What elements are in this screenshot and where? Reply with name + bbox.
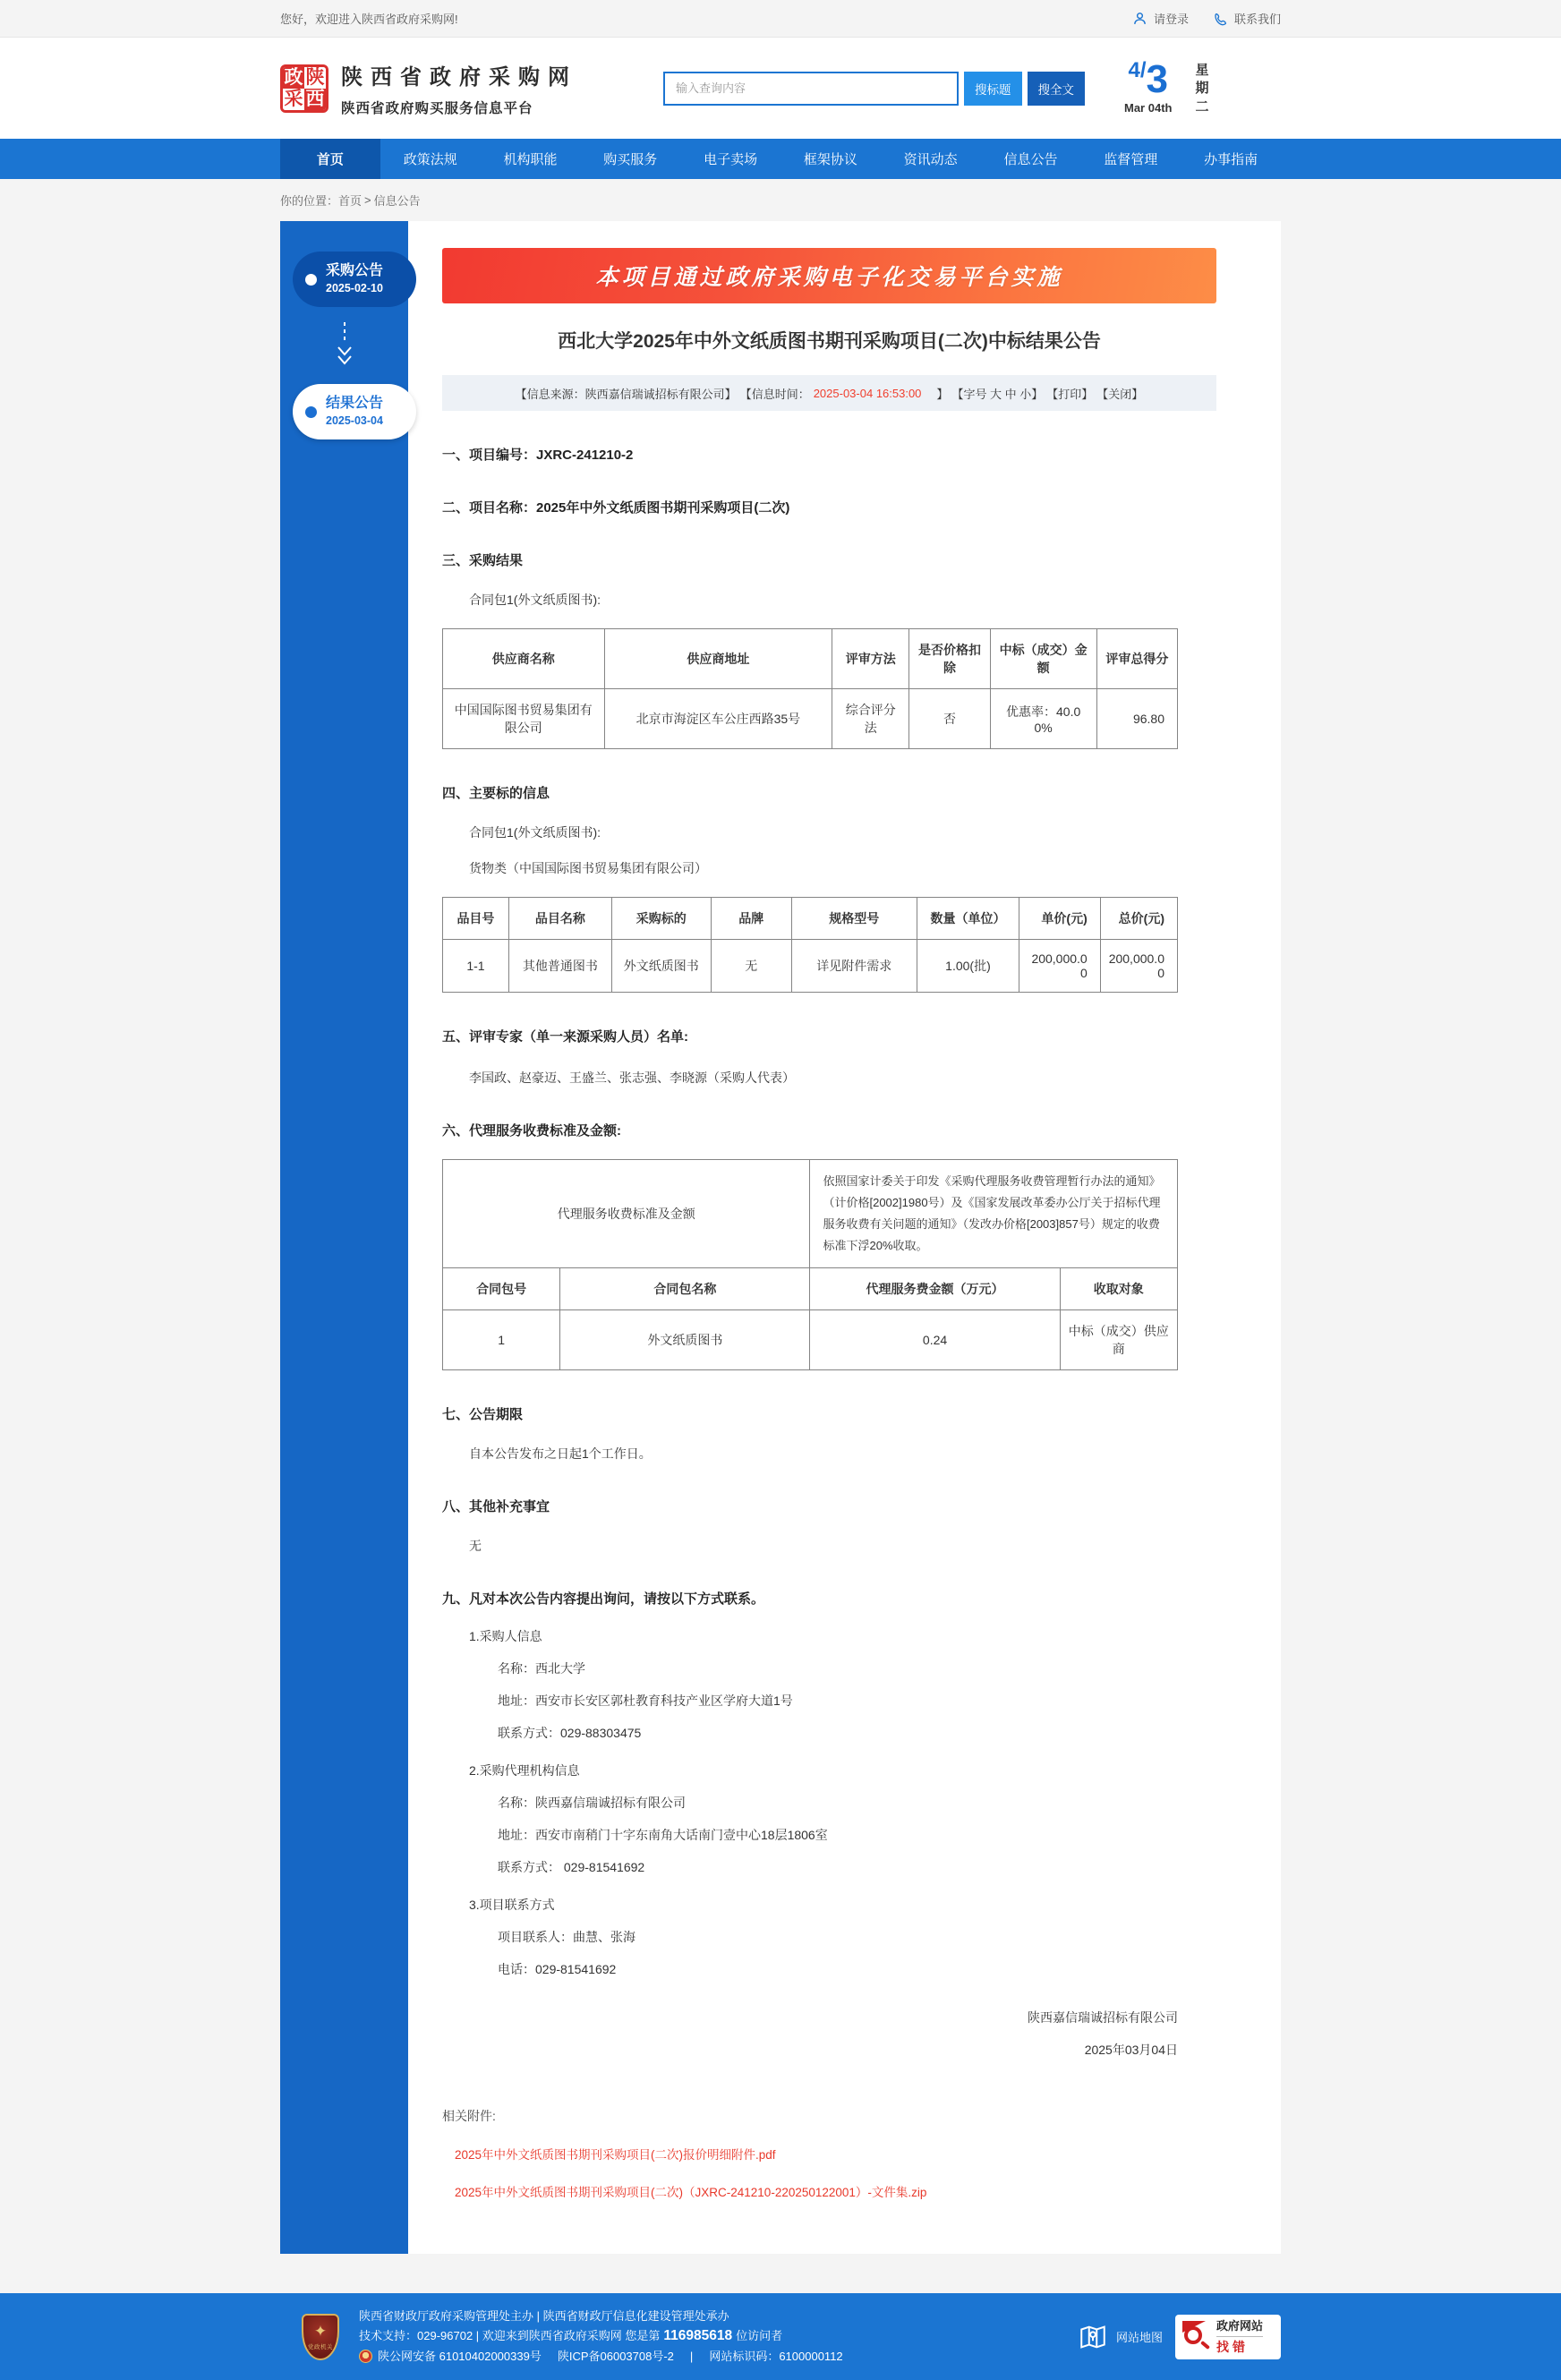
col-total-price: 总价(元) [1100, 898, 1177, 940]
project-contact-tel: 电话：029-81541692 [498, 1962, 617, 1977]
icp-number[interactable]: 陕ICP备06003708号-2 [557, 2349, 674, 2363]
nav-item-guide[interactable]: 办事指南 [1204, 152, 1258, 167]
article-meta-bar [442, 375, 1216, 411]
col-spec-model: 规格型号 [791, 898, 917, 940]
purchaser-address: 地址：西安市长安区郭杜教育科技产业区学府大道1号 [498, 1693, 793, 1709]
agency-info-title: 2.采购代理机构信息 [469, 1763, 580, 1779]
contract-package-note-2: 合同包1(外文纸质图书): [469, 825, 601, 840]
login-label: 请登录 [1153, 13, 1189, 26]
purchaser-info [442, 1627, 1216, 1742]
cell-fee-policy-text: 依照国家计委关于印发《采购代理服务收费管理暂行办法的通知》（计价格[2002]1980号）及《国家发展改革委办公厅关于招标代理服务收费有关问题的通知》（发改办价格[2003]857号）规定的收费标准下浮20%收取。 [810, 1160, 1178, 1268]
footer-line-organizer: 陕西省财政厅政府采购管理处主办 | 陕西省财政厅信息化建设管理处承办 [359, 2309, 729, 2324]
search-fulltext-button[interactable]: 搜全文 [1028, 72, 1086, 106]
table-header-row [443, 629, 1178, 689]
content-band [0, 221, 1561, 2293]
col-supplier-name: 供应商名称 [443, 629, 605, 689]
agency-fee-table [442, 1159, 1178, 1370]
sidebar-item-label: 采购公告 [326, 263, 384, 279]
map-icon [1078, 2322, 1108, 2352]
sidebar-item-label: 结果公告 [326, 396, 384, 412]
platform-banner [442, 248, 1216, 303]
section-2-heading: 二、项目名称：2025年中外文纸质图书期刊采购项目(二次) [442, 500, 790, 516]
beian-number[interactable]: 陕公网安备 61010402000339号 [378, 2349, 542, 2363]
expert-names: 李国政、赵豪迈、王盛兰、张志强、李晓源（采购人代表） [469, 1071, 795, 1085]
procurement-result-table [442, 628, 1178, 749]
col-review-method: 评审方法 [832, 629, 909, 689]
col-quantity: 数量（单位） [917, 898, 1019, 940]
site-logo [280, 64, 328, 113]
cell-package-name: 外文纸质图书 [560, 1310, 810, 1370]
breadcrumb-separator: > [364, 193, 371, 207]
project-contact-person: 项目联系人：曲慧、张海 [498, 1930, 635, 1945]
goods-category-note: 货物类（中国国际图书贸易集团有限公司） [469, 861, 707, 875]
cell-agency-fee: 0.24 [810, 1310, 1060, 1370]
cell-review-method: 综合评分法 [832, 689, 909, 749]
error-badge-line1: 政府网站 [1216, 2318, 1264, 2333]
contract-package-note: 合同包1(外文纸质图书): [469, 593, 601, 607]
attachments-title: 相关附件: [442, 2109, 496, 2124]
section-1-heading: 一、项目编号：JXRC-241210-2 [442, 448, 634, 463]
cell-procurement-subject: 外文纸质图书 [611, 940, 711, 993]
attachment-link-pdf[interactable]: 2025年中外文纸质图书期刊采购项目(二次)报价明细附件.pdf [455, 2148, 776, 2162]
site-footer [0, 2293, 1561, 2380]
signature-company: 陕西嘉信瑞诚招标有限公司 [1028, 2010, 1178, 2026]
table-row [443, 1160, 1178, 1268]
table-row [443, 940, 1178, 993]
purchaser-tel: 联系方式：029-88303475 [498, 1726, 642, 1741]
cell-price-deduction: 否 [909, 689, 990, 749]
logo-char-br: 西 [305, 89, 325, 109]
search-title-button[interactable]: 搜标题 [964, 72, 1022, 106]
nav-item-home[interactable]: 首页 [280, 139, 380, 179]
section-7-heading: 七、公告期限 [442, 1407, 524, 1423]
table-header-row [443, 898, 1178, 940]
cell-item-no: 1-1 [443, 940, 509, 993]
logo-char-tl: 政 [284, 67, 303, 88]
cell-item-name: 其他普通图书 [508, 940, 611, 993]
project-contact-title: 3.项目联系方式 [469, 1898, 555, 1913]
sitemap-link[interactable] [1078, 2322, 1163, 2352]
section-4-heading: 四、主要标的信息 [442, 786, 550, 801]
col-brand: 品牌 [711, 898, 791, 940]
table-row [443, 1310, 1178, 1370]
meta-fontsize-control[interactable]: 【字号 大 中 小】 [951, 387, 1044, 401]
article-panel [408, 221, 1281, 2254]
cell-supplier-name: 中国国际图书贸易集团有限公司 [443, 689, 605, 749]
signature-date: 2025年03月04日 [1084, 2043, 1178, 2058]
meta-close-button[interactable]: 【关闭】 [1096, 387, 1144, 401]
banner-text: 本项目通过政府采购电子化交易平台实施 [595, 265, 1063, 290]
cell-spec-model: 详见附件需求 [791, 940, 917, 993]
col-package-name: 合同包名称 [560, 1268, 810, 1310]
date-english: Mar 04th [1124, 101, 1173, 115]
col-fee-payer: 收取对象 [1060, 1268, 1177, 1310]
sidebar-item-procurement-notice[interactable] [293, 252, 416, 307]
main-nav [0, 139, 1561, 179]
table-header-row [443, 1268, 1178, 1310]
site-header [0, 38, 1561, 139]
subject-matter-table [442, 897, 1178, 993]
timeline-sidebar [280, 221, 408, 2254]
section-6-heading: 六、代理服务收费标准及金额: [442, 1123, 621, 1139]
top-bar [0, 0, 1561, 38]
cell-award-amount: 优惠率：40.00% [990, 689, 1096, 749]
cell-quantity: 1.00(批) [917, 940, 1019, 993]
col-package-no: 合同包号 [443, 1268, 560, 1310]
cell-total-score: 96.80 [1096, 689, 1177, 749]
col-price-deduction: 是否价格扣除 [909, 629, 990, 689]
col-procurement-subject: 采购标的 [611, 898, 711, 940]
sidebar-item-date: 2025-02-10 [326, 282, 383, 295]
nav-item-purchase-services[interactable]: 购买服务 [603, 152, 658, 167]
article-title: 西北大学2025年中外文纸质图书期刊采购项目(二次)中标结果公告 [558, 331, 1101, 352]
purchaser-name: 名称：西北大学 [498, 1661, 585, 1676]
nav-item-policies[interactable]: 政策法规 [403, 152, 457, 167]
table-row [443, 689, 1178, 749]
col-item-no: 品目号 [443, 898, 509, 940]
col-item-name: 品目名称 [508, 898, 611, 940]
breadcrumb-home-link[interactable]: 首页 [338, 194, 363, 208]
project-contact-info [442, 1896, 1216, 1978]
agency-info [442, 1762, 1216, 1876]
col-unit-price: 单价(元) [1019, 898, 1100, 940]
footer-line-support: 技术支持：029-96702 | 欢迎来到陕西省政府采购网 您是第 116985618 位访问者 [359, 2327, 783, 2343]
col-agency-fee: 代理服务费金额（万元） [810, 1268, 1060, 1310]
breadcrumb-band [0, 179, 1561, 221]
section-9-heading: 九、凡对本次公告内容提出询问，请按以下方式联系。 [442, 1591, 765, 1608]
col-total-score: 评审总得分 [1096, 629, 1177, 689]
section-5-heading: 五、评审专家（单一来源采购人员）名单: [442, 1029, 688, 1045]
agency-name: 名称：陕西嘉信瑞诚招标有限公司 [498, 1796, 686, 1811]
col-award-amount: 中标（成交）金额 [990, 629, 1096, 689]
breadcrumb [280, 179, 1281, 221]
section-8-heading: 八、其他补充事宜 [442, 1499, 550, 1515]
cell-unit-price: 200,000.00 [1019, 940, 1100, 993]
date-widget [1124, 57, 1209, 116]
breadcrumb-prefix: 你的位置： [280, 194, 339, 208]
cell-package-no: 1 [443, 1310, 560, 1370]
meta-print-button[interactable]: 【打印】 [1046, 387, 1094, 401]
meta-time-suffix: 】 [925, 387, 949, 401]
nav-item-framework[interactable]: 框架协议 [803, 152, 857, 167]
user-icon [1132, 11, 1147, 26]
sidebar-item-result-notice[interactable] [293, 384, 416, 439]
date-month: 4/ [1128, 58, 1147, 83]
welcome-text: 您好，欢迎进入陕西省政府采购网! [280, 13, 458, 26]
timeline-arrow-icon [280, 307, 408, 384]
col-supplier-address: 供应商地址 [604, 629, 832, 689]
purchaser-info-title: 1.采购人信息 [469, 1629, 542, 1644]
contact-label: 联系我们 [1233, 13, 1281, 26]
agency-tel: 联系方式： 029-81541692 [498, 1860, 645, 1875]
nav-item-functions[interactable]: 机构职能 [503, 152, 558, 167]
cell-supplier-address: 北京市海淀区车公庄西路35号 [604, 689, 832, 749]
site-subtitle: 陕西省政府购买服务信息平台 [341, 101, 533, 116]
logo-char-tr: 陕 [305, 67, 325, 88]
visitor-count: 116985618 [663, 2327, 733, 2343]
other-matters-text: 无 [469, 1539, 482, 1554]
contact-link[interactable] [1214, 10, 1281, 27]
nav-item-announcements[interactable]: 信息公告 [1003, 152, 1058, 167]
timeline-dot [305, 406, 317, 418]
date-day: 3 [1146, 57, 1168, 102]
cell-fee-payer: 中标（成交）供应商 [1060, 1310, 1177, 1370]
meta-time-value: 2025-03-04 16:53:00 [813, 386, 922, 400]
site-code: 网站标识码：6100000112 [709, 2349, 843, 2363]
section-3-heading: 三、采购结果 [442, 553, 524, 568]
gov-site-error-report-badge[interactable] [1175, 2315, 1281, 2359]
agency-address: 地址：西安市南稍门十字东南角大话南门壹中心18层1806室 [498, 1828, 828, 1843]
nav-item-e-market[interactable]: 电子卖场 [704, 152, 758, 167]
public-security-badge-icon [359, 2350, 372, 2363]
nav-item-news[interactable]: 资讯动态 [903, 152, 958, 167]
nav-item-supervision[interactable]: 监督管理 [1104, 152, 1158, 167]
meta-time-prefix: 【信息时间： [739, 387, 810, 401]
login-link[interactable] [1132, 10, 1189, 27]
attachment-link-zip[interactable]: 2025年中外文纸质图书期刊采购项目(二次)（JXRC-241210-220250122001）-文件集.zip [455, 2186, 927, 2200]
error-magnifier-icon [1182, 2321, 1213, 2353]
signature-block [442, 2009, 1178, 2059]
meta-source: 【信息来源：陕西嘉信瑞诚招标有限公司】 [515, 387, 737, 401]
timeline-dot [305, 274, 317, 286]
cell-brand: 无 [711, 940, 791, 993]
footer-line-registration: 陕公网安备 61010402000339号 陕ICP备06003708号-2 | 网站标识码：6100000112 [359, 2350, 1078, 2363]
party-gov-badge-icon: ✦ 党政机关 [302, 2314, 339, 2360]
site-title: 陕西省政府采购网 [341, 65, 577, 90]
search-input[interactable] [663, 72, 959, 106]
breadcrumb-current-link[interactable]: 信息公告 [373, 194, 421, 208]
announcement-period-text: 自本公告发布之日起1个工作日。 [469, 1446, 652, 1462]
cell-fee-standard-label: 代理服务收费标准及金额 [443, 1160, 810, 1268]
sidebar-item-date: 2025-03-04 [326, 414, 383, 428]
cell-total-price: 200,000.00 [1100, 940, 1177, 993]
phone-icon [1214, 12, 1228, 26]
logo-char-bl: 采 [284, 89, 303, 109]
error-badge-line2: 找错 [1216, 2336, 1263, 2355]
sitemap-label: 网站地图 [1115, 2331, 1163, 2345]
weekday-label: 星 期 二 [1195, 63, 1209, 115]
